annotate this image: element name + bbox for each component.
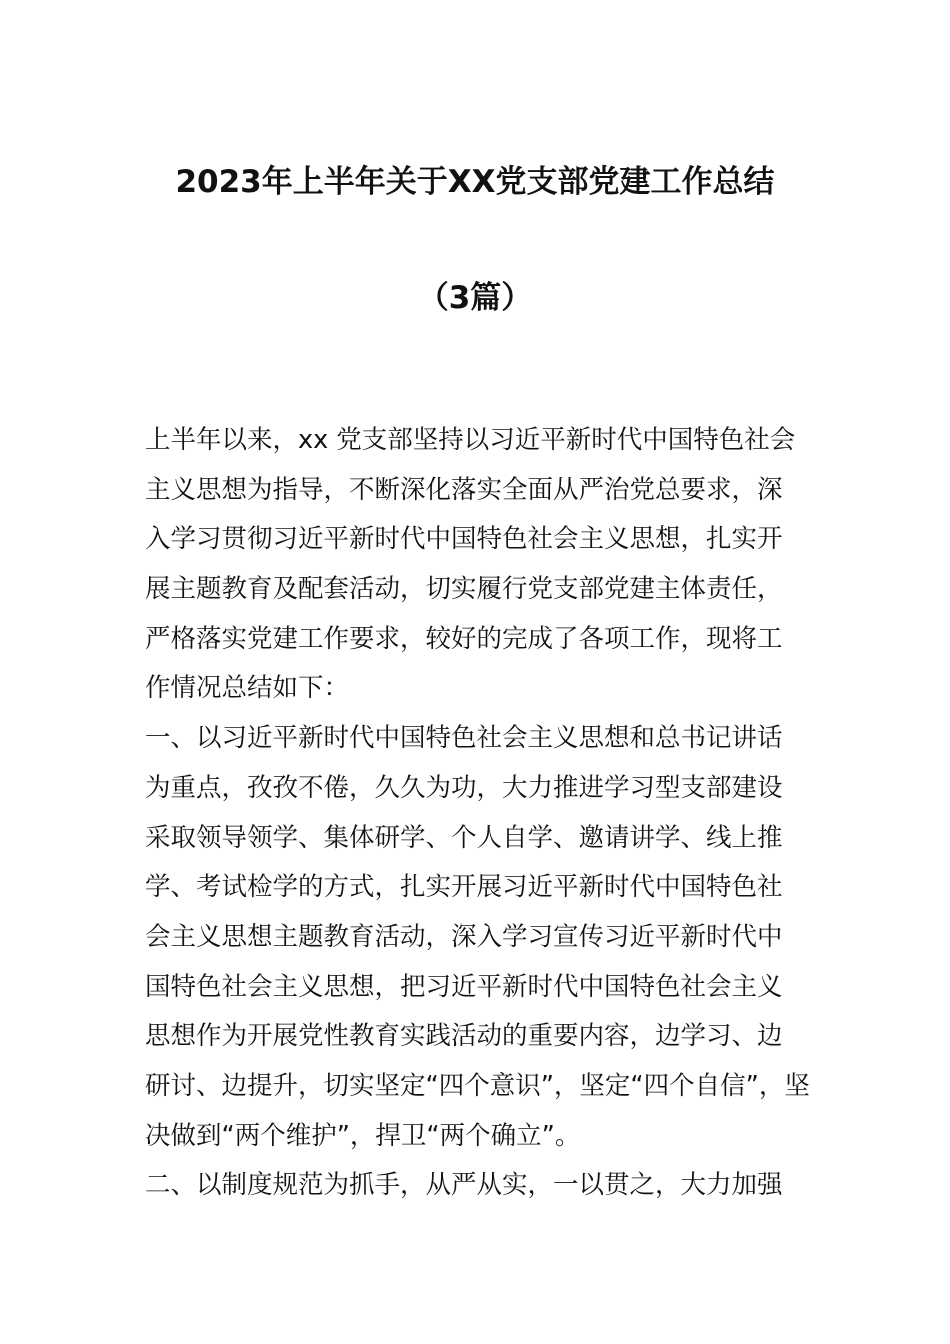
body-line: 展主题教育及配套活动，切实履行党支部党建主体责任， bbox=[145, 574, 783, 605]
document-title: 2023年上半年关于XX党支部党建工作总结 bbox=[175, 164, 775, 200]
document-subtitle: （3篇） bbox=[417, 280, 533, 316]
body-line: 采取领导领学、集体研学、个人自学、邀请讲学、线上推 bbox=[145, 822, 783, 853]
section-heading-1-cont: 为重点，孜孜不倦，久久为功，大力推进学习型支部建设 bbox=[145, 772, 783, 803]
body-line: 国特色社会主义思想，把习近平新时代中国特色社会主义 bbox=[145, 971, 783, 1002]
body-line: 学、考试检学的方式，扎实开展习近平新时代中国特色社 bbox=[145, 872, 783, 903]
body-line: 会主义思想主题教育活动，深入学习宣传习近平新时代中 bbox=[145, 921, 783, 952]
section-heading-2: 二、以制度规范为抓手，从严从实，一以贯之，大力加强 bbox=[145, 1170, 783, 1201]
body-line: 主义思想为指导，不断深化落实全面从严治党总要求，深 bbox=[145, 474, 783, 505]
body-line: 入学习贯彻习近平新时代中国特色社会主义思想，扎实开 bbox=[145, 524, 783, 555]
body-line: 决做到“两个维护”，捍卫“两个确立”。 bbox=[145, 1120, 581, 1151]
body-line: 研讨、边提升，切实坚定“四个意识”，坚定“四个自信”，坚 bbox=[145, 1070, 810, 1101]
body-line: 严格落实党建工作要求，较好的完成了各项工作，现将工 bbox=[145, 623, 783, 654]
body-line: 作情况总结如下： bbox=[145, 673, 350, 704]
body-line: 思想作为开展党性教育实践活动的重要内容，边学习、边 bbox=[145, 1021, 783, 1052]
section-heading-1: 一、以习近平新时代中国特色社会主义思想和总书记讲话 bbox=[145, 723, 783, 754]
body-line: 上半年以来，xx 党支部坚持以习近平新时代中国特色社会 bbox=[145, 425, 796, 455]
document-body bbox=[145, 420, 815, 1215]
